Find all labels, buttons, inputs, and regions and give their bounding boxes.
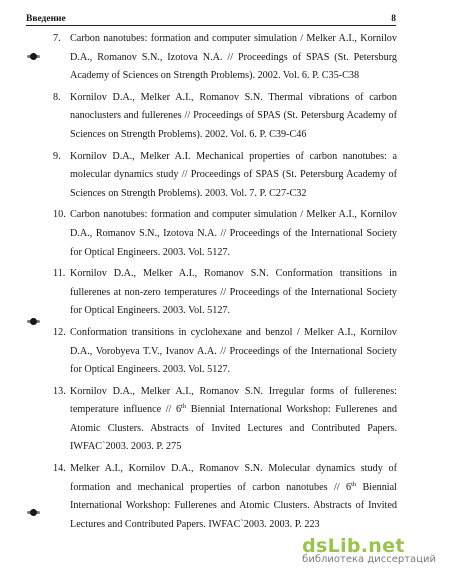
page-number: 8 — [391, 14, 396, 24]
reference-text: Melker A.I., Kornilov D.A., Romanov S.N. Molecular dynamics study of formation and mechanical properties of carbon nanotubes // 6th Biennial International Workshop: Fullerenes and Atomic Clusters. Abstracts of Invited Lectures and Contributed Papers. IWFAC`2003. 2003. P. 223 — [70, 463, 397, 530]
reference-number: 12. — [53, 326, 66, 338]
reference-number: 10. — [53, 209, 66, 221]
section-title: Введение — [26, 14, 66, 24]
reference-number: 14. — [53, 463, 66, 475]
reference-item — [53, 460, 397, 534]
reference-item — [53, 265, 397, 321]
reference-item — [53, 383, 397, 457]
reference-item — [53, 206, 397, 262]
reference-number: 9. — [53, 150, 61, 162]
watermark — [302, 535, 436, 565]
watermark-logo: dsLib.net — [302, 535, 405, 557]
reference-number: 11. — [53, 268, 66, 280]
reference-item — [53, 30, 397, 86]
reference-item — [53, 324, 397, 380]
reference-item — [53, 89, 397, 145]
reference-list — [53, 30, 397, 537]
punch-hole-mark — [30, 53, 37, 60]
reference-text: Carbon nanotubes: formation and computer simulation / Melker A.I., Kornilov D.A., Romanov S.N., Izotova N.A. // Proceedings of SPAS (St. Petersburg Academy of Sciences on Strength Problems). 2002. Vol. 6. P. C35-C38 — [70, 33, 397, 82]
reference-text: Kornilov D.A., Melker A.I. Mechanical properties of carbon nanotubes: a molecular dynamics study // Proceedings of SPAS (St. Petersburg Academy of Sciences on Strength Problems). 2003. Vol. 7. P. C27-C32 — [70, 150, 397, 199]
reference-number: 13. — [53, 385, 66, 397]
punch-hole-mark — [30, 318, 37, 325]
reference-item — [53, 148, 397, 204]
reference-text: Kornilov D.A., Melker A.I., Romanov S.N. Thermal vibrations of carbon nanoclusters and fullerenes // Proceedings of SPAS (St. Petersburg Academy of Sciences on Strength Problems). 2002. Vol. 6. P. C39-C46 — [70, 91, 397, 140]
punch-hole-mark — [30, 509, 37, 516]
reference-text: Carbon nanotubes: formation and computer simulation / Melker A.I., Kornilov D.A., Romanov S.N., Izotova N.A. // Proceedings of the International Society for Optical Engineers. 2003. Vol. 5127. — [70, 209, 397, 258]
reference-number: 7. — [53, 33, 61, 44]
reference-number: 8. — [53, 91, 61, 103]
watermark-tagline: библиотека диссертаций — [302, 554, 436, 565]
reference-text: Kornilov D.A., Melker A.I., Romanov S.N. Irregular forms of fullerenes: temperature influence // 6th Biennial International Workshop: Fullerenes and Atomic Clusters. Abstracts of Invited Lectures and Contributed Papers. IWFAC`2003. 2003. P. 275 — [70, 385, 397, 453]
reference-text: Conformation transitions in cyclohexane and benzol / Melker A.I., Kornilov D.A., Vorobyeva T.V., Ivanov A.A. // Proceedings of the International Society for Optical Engineers. 2003. Vol. 5127. — [70, 326, 397, 376]
header-rule — [26, 25, 396, 26]
reference-text: Kornilov D.A., Melker A.I., Romanov S.N. Conformation transitions in fullerenes at non-zero temperatures // Proceedings of the International Society for Optical Engineers. 2003. Vol. 5127. — [70, 268, 397, 317]
